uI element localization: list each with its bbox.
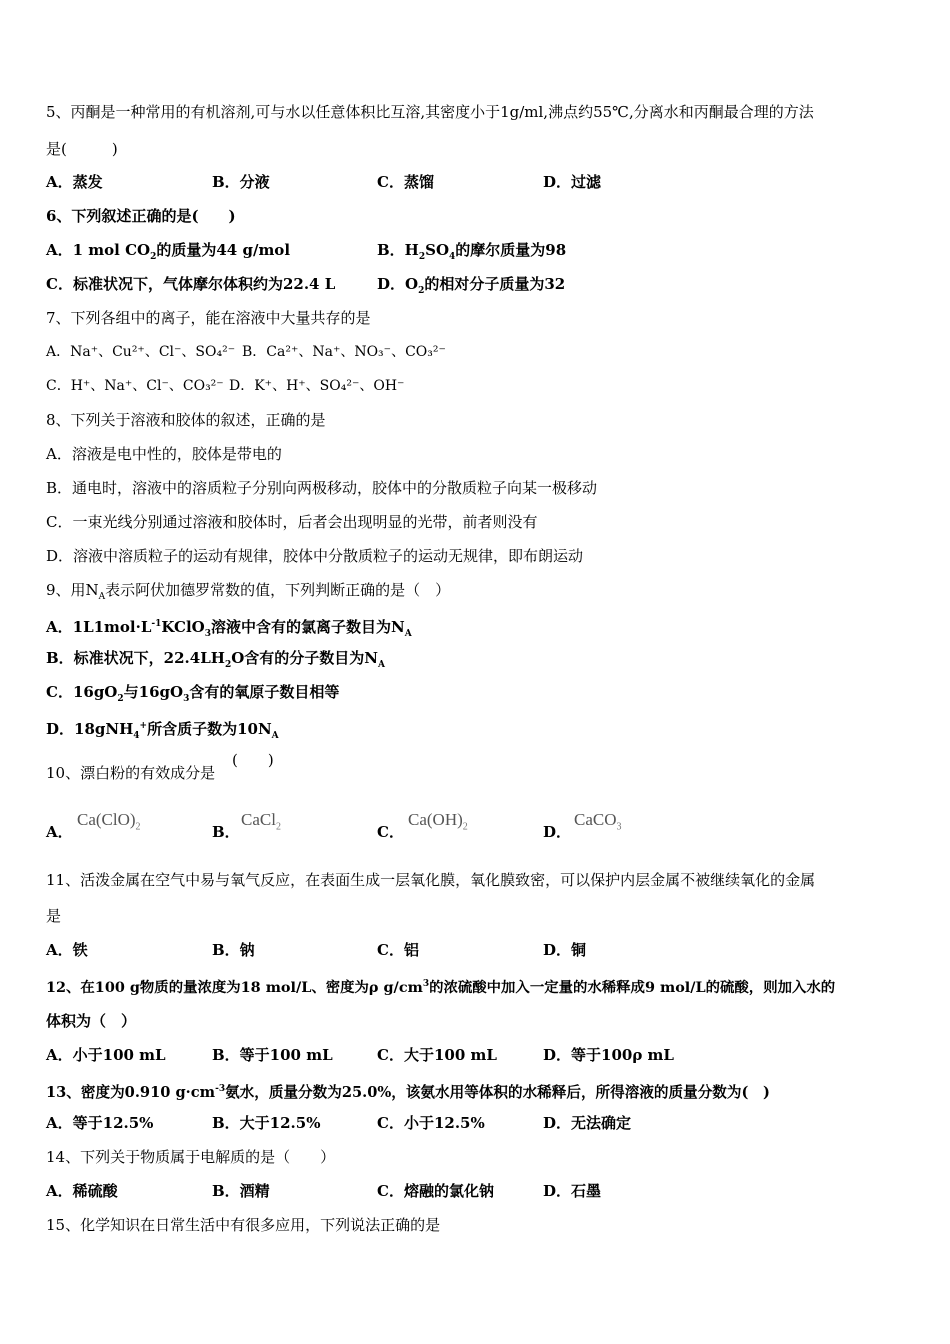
q8-stem: 8、下列关于溶液和胶体的叙述，正确的是 [46,411,326,429]
q12-option-c: C．大于100 mL [377,1046,497,1064]
q12-option-b: B．等于100 mL [212,1046,333,1064]
q11-option-c: C．铝 [377,941,419,959]
q14-option-d: D．石墨 [543,1182,602,1200]
q5-option-a: A．蒸发 [46,173,103,191]
q9-option-c: C．$16gO_2$与$16gO_3$含有的氧原子数目相等 [46,683,340,704]
q13-option-a: A．等于12.5% [46,1114,154,1132]
q13-option-d: D．无法确定 [543,1114,632,1132]
q14-option-b: B．酒精 [212,1182,270,1200]
q7-option-c: C．H⁺、Na⁺、Cl⁻、CO₃²⁻ [46,378,224,394]
q10-option-a-label: A． [46,823,73,841]
q8-option-c: C．一束光线分别通过溶液和胶体时，后者会出现明显的光带，前者则没有 [46,513,538,531]
q10-option-a-formula: $Ca(ClO)_2$ [77,810,141,833]
q8-option-b: B．通电时，溶液中的溶质粒子分别向两极移动，胶体中的分散质粒子向某一极移动 [46,479,598,497]
q14-option-a: A．稀硫酸 [46,1182,118,1200]
q9-option-b: B．标准状况下，$22.4LH_2O$含有的分子数目为$N_A$ [46,649,385,670]
q5-stem-line1: 5、丙酮是一种常用的有机溶剂,可与水以任意体积比互溶,其密度小于1g/ml,沸点约55℃,分离水和丙酮最合理的方法 [46,103,814,121]
q10-paren: ( ) [232,751,274,769]
q6-option-a: A．1 mol $CO_2$的质量为44 g/mol [46,241,291,262]
q14-stem: 14、下列关于物质属于电解质的是（ ） [46,1148,336,1166]
q5-option-d: D．过滤 [543,173,602,191]
q10-option-c-formula: $Ca(OH)_2$ [408,810,468,833]
q13-option-c: C．小于12.5% [377,1114,485,1132]
q13-option-b: B．大于12.5% [212,1114,321,1132]
q12-option-d: D．等于100ρ mL [543,1046,674,1064]
q11-stem-line1: 11、活泼金属在空气中易与氧气反应，在表面生成一层氧化膜，氧化膜致密，可以保护内层金属不被继续氧化的金属 [46,871,816,889]
q5-option-b: B．分液 [212,173,270,191]
q7-option-b: B．Ca²⁺、Na⁺、NO₃⁻、CO₃²⁻ [242,344,446,360]
q12-option-a: A．小于100 mL [46,1046,166,1064]
q12-stem-line1: 12、在100 g物质的量浓度为18 mol/L、密度为ρ $g/cm^3$的浓硫酸中加入一定量的水稀释成9 mol/L的硫酸，则加入水的 [46,978,836,996]
q6-option-b: B．$H_2SO_4$的摩尔质量为98 [377,241,567,262]
q15-stem: 15、化学知识在日常生活中有很多应用，下列说法正确的是 [46,1216,441,1234]
q5-stem-line2: 是( ) [46,140,118,158]
q6-option-c: C．标准状况下，气体摩尔体积约为22.4 L [46,275,336,293]
q5-option-c: C．蒸馏 [377,173,434,191]
q7-option-d: D．K⁺、H⁺、SO₄²⁻、OH⁻ [229,378,405,394]
q7-stem: 7、下列各组中的离子，能在溶液中大量共存的是 [46,309,371,327]
q11-option-b: B．钠 [212,941,255,959]
q6-stem: 6、下列叙述正确的是( ) [46,207,236,225]
q8-option-d: D．溶液中溶质粒子的运动有规律，胶体中分散质粒子的运动无规律，即布朗运动 [46,547,584,565]
q9-stem: 9、用$N_A$表示阿伏加德罗常数的值，下列判断正确的是（ ） [46,581,451,602]
q14-option-c: C．熔融的氯化钠 [377,1182,494,1200]
q11-option-a: A．铁 [46,941,88,959]
q12-stem-line2: 体积为（ ） [46,1012,137,1030]
q10-option-c-label: C． [377,823,404,841]
q11-option-d: D．铜 [543,941,587,959]
q7-option-a: A．Na⁺、Cu²⁺、Cl⁻、SO₄²⁻ [46,344,236,360]
q9-option-a: A．$1L1mol\cdot L^{-1}KClO_3$溶液中含有的氯离子数目为$N_A$ [46,618,412,639]
q8-option-a: A．溶液是电中性的，胶体是带电的 [46,445,282,463]
q10-option-d-label: D． [543,823,572,841]
q6-option-d: D．$O_2$的相对分子质量为32 [377,275,566,296]
q10-option-b-formula: CaCl$_2$ [241,810,281,833]
q10-option-d-formula: CaCO$_3$ [574,810,622,833]
q11-stem-line2: 是 [46,907,62,925]
q10-stem: 10、漂白粉的有效成分是 [46,764,216,782]
q10-option-b-label: B． [212,823,240,841]
q9-option-d: D．18gNH$_4$+所含质子数为$10N_A$ [46,720,279,741]
q13-stem: 13、密度为0.910 $g\cdot cm^{-3}$氨水，质量分数为25.0%，该氨水用等体积的水稀释后，所得溶液的质量分数为( ) [46,1083,770,1101]
